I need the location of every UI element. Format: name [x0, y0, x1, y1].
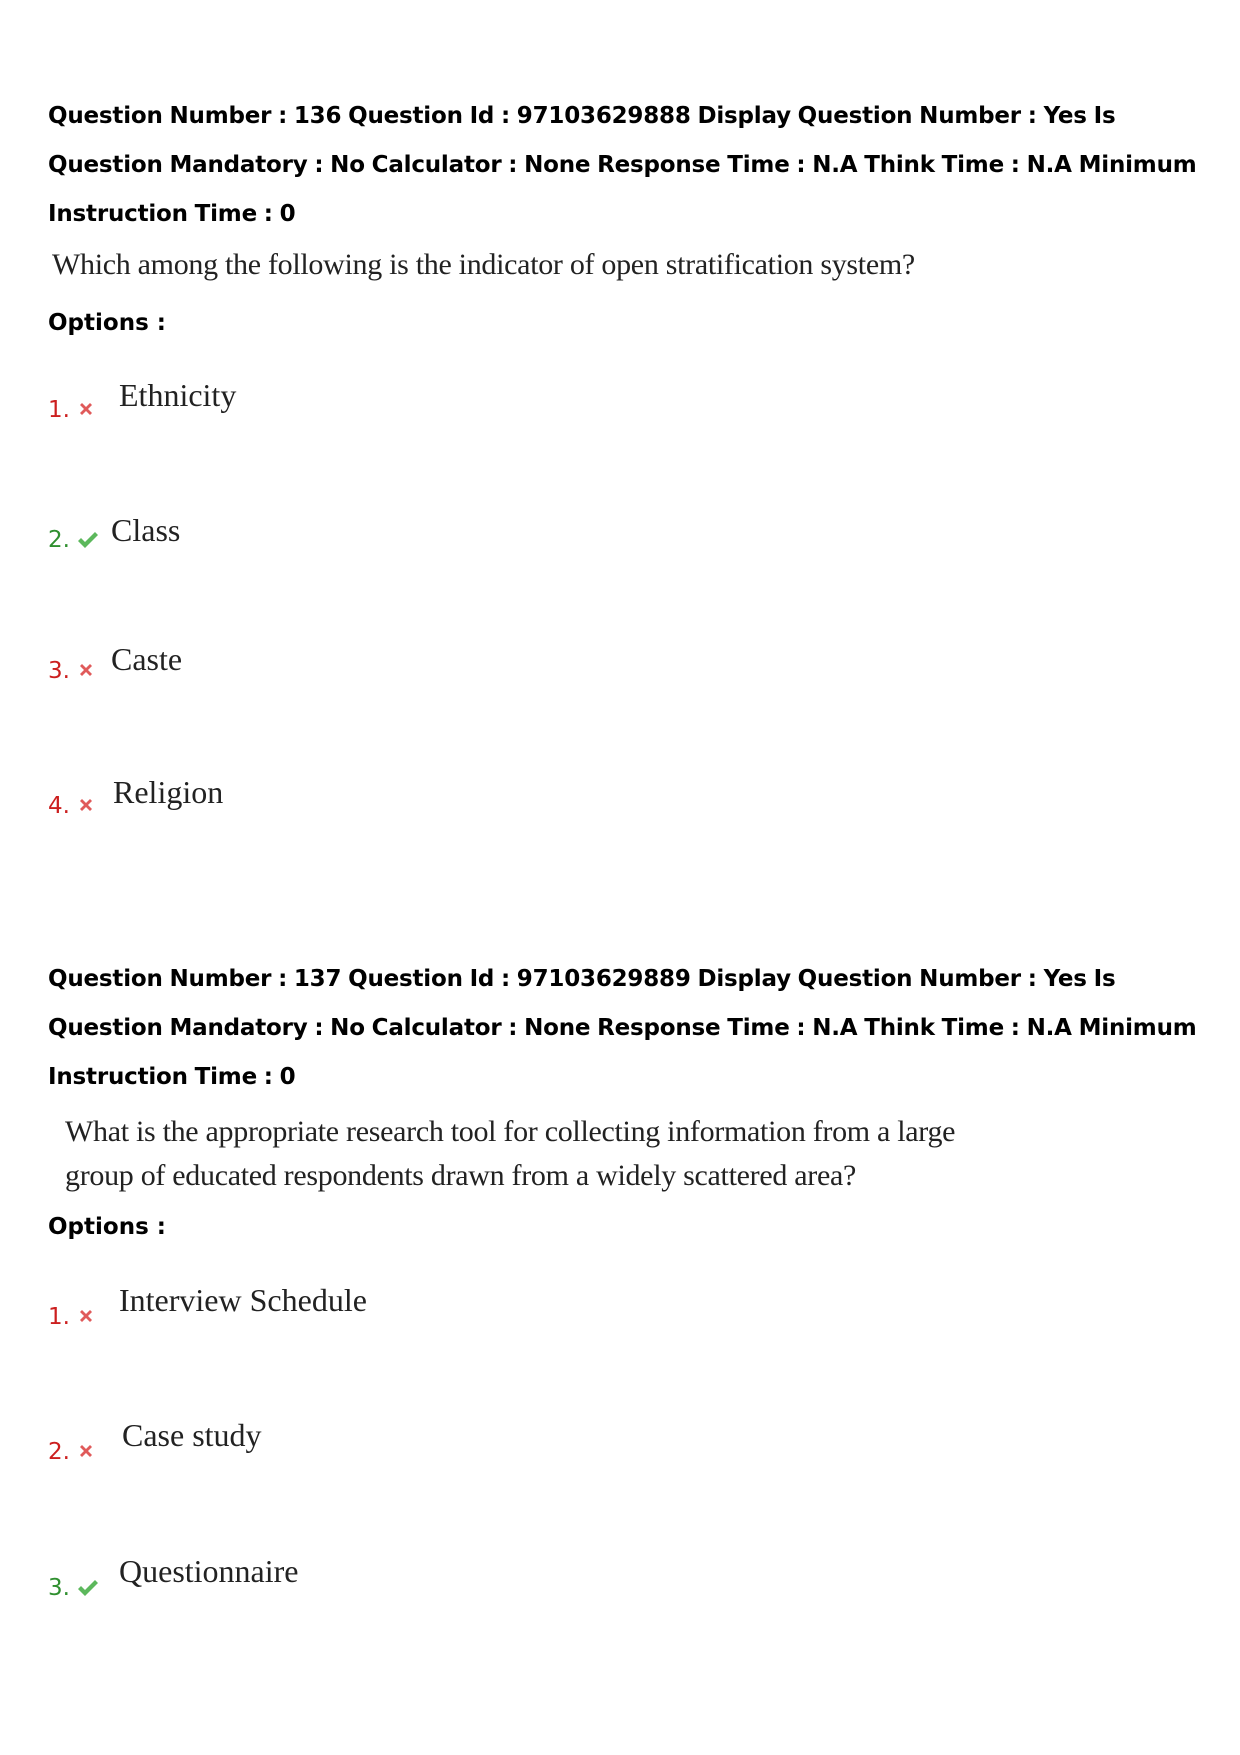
options-label: Options :	[48, 1214, 166, 1240]
option-number: 3.	[48, 658, 70, 684]
cross-icon	[76, 795, 96, 815]
option-text: Class	[111, 512, 181, 548]
question-text-line: group of educated respondents drawn from a widely scattered area?	[65, 1159, 856, 1192]
option-text: Religion	[113, 774, 224, 810]
question-meta: Question Number : 137 Question Id : 97103629889 Display Question Number : Yes Is Question Mandatory : No Calculator : None Response Time : N.A Think Time : N.A Minimum Instruction Time : 0	[48, 966, 1197, 1090]
option-number: 1.	[48, 1304, 70, 1330]
option-text: Questionnaire	[119, 1553, 299, 1589]
question-text-line: What is the appropriate research tool for collecting information from a large	[65, 1115, 956, 1148]
check-icon	[76, 530, 100, 550]
cross-icon	[76, 660, 96, 680]
option-number: 4.	[48, 793, 70, 819]
option-text: Ethnicity	[119, 377, 237, 413]
cross-icon	[76, 399, 96, 419]
option-number: 1.	[48, 397, 70, 423]
options-label: Options :	[48, 310, 166, 336]
option-number: 3.	[48, 1575, 70, 1601]
check-icon	[76, 1578, 100, 1598]
option-text: Caste	[111, 641, 183, 677]
question-text: Which among the following is the indicator of open stratification system?	[52, 248, 915, 281]
option-text: Case study	[122, 1417, 262, 1453]
cross-icon	[76, 1441, 96, 1461]
option-number: 2.	[48, 527, 70, 553]
option-text: Interview Schedule	[119, 1282, 367, 1318]
cross-icon	[76, 1306, 96, 1326]
question-meta: Question Number : 136 Question Id : 97103629888 Display Question Number : Yes Is Question Mandatory : No Calculator : None Response Time : N.A Think Time : N.A Minimum Instruction Time : 0	[48, 103, 1197, 227]
option-number: 2.	[48, 1439, 70, 1465]
question-text	[65, 1110, 955, 1198]
